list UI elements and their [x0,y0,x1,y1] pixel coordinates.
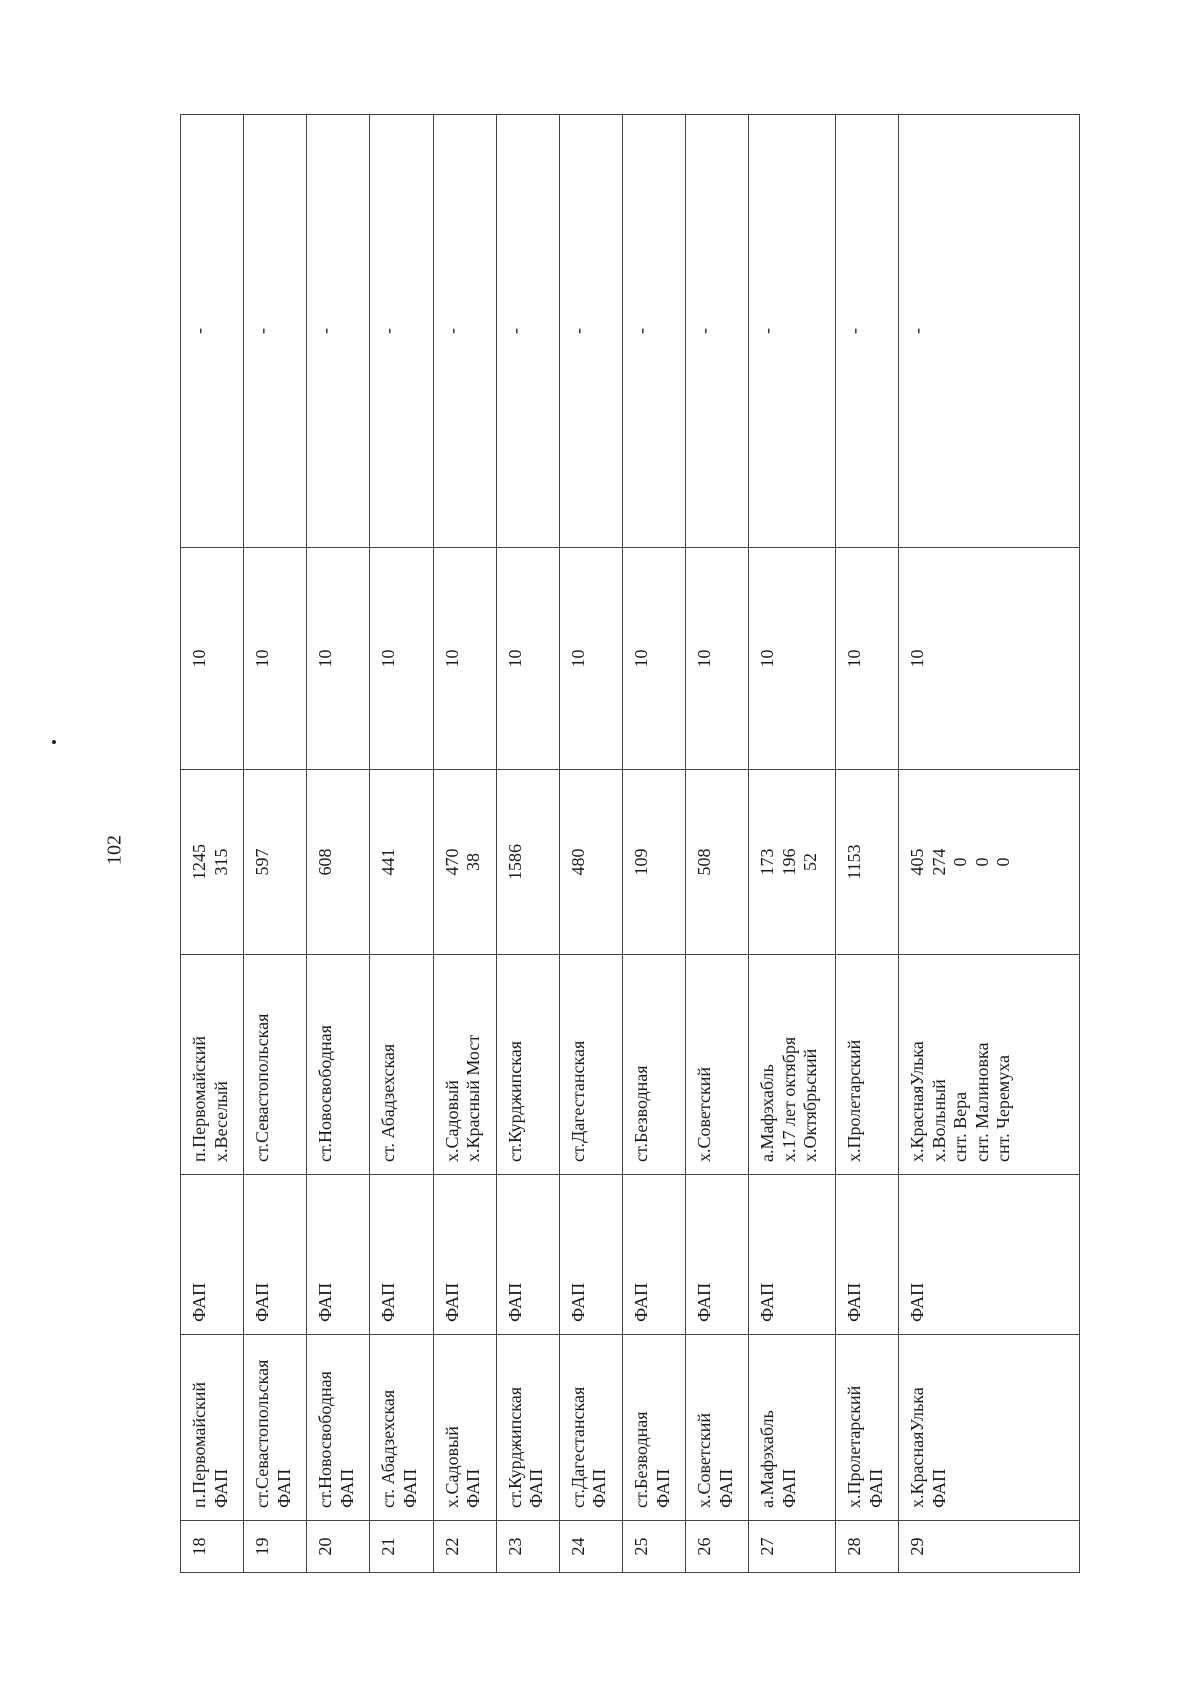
note-cell: - [496,115,559,548]
facility-name-cell [244,1335,307,1521]
cell-line: х.Пролетарский [843,1385,864,1508]
facility-name-cell [496,1335,559,1521]
cell-line: х.КраснаяУлька [907,1041,928,1162]
cell-line: ст.Безводная [630,1411,651,1508]
cell-line: х.КраснаяУлька [907,1387,928,1508]
cell-line: 173 [757,848,778,876]
cell-line: 480 [567,848,588,876]
cell-line: снт. Малиновка [971,1042,992,1162]
cell-line: а.Мафэхабль [757,1064,778,1162]
facility-name-cell [899,1335,1080,1521]
table-row [559,115,622,1573]
population-cell [686,770,749,955]
row-number-cell: 18 [181,1521,244,1573]
table-row [244,115,307,1573]
facility-name-cell [835,1335,898,1521]
table-row [181,115,244,1573]
page-number: 102 [103,835,126,865]
row-number-cell: 23 [496,1521,559,1573]
cell-line: ФАП [210,1468,231,1508]
facility-type-cell: ФАП [496,1175,559,1335]
cell-line: п.Первомайский [189,1035,209,1162]
facility-type-cell: ФАП [686,1175,749,1335]
population-cell [899,770,1080,955]
row-number-cell: 28 [835,1521,898,1573]
table-row [749,115,836,1573]
cell-line: х.Вольный [928,1079,949,1162]
cell-line: х.Октябрьский [800,1048,821,1162]
cell-line: ФАП [928,1468,949,1508]
note-cell: - [559,115,622,548]
cell-line: 1245 [189,844,209,880]
population-cell [835,770,898,955]
settlements-cell [686,955,749,1175]
table-container [180,115,1080,1573]
scan-speck [52,740,56,744]
note-cell: - [899,115,1080,548]
cell-line: ФАП [526,1468,547,1508]
row-number-cell: 27 [749,1521,836,1573]
facility-type-cell: ФАП [749,1175,836,1335]
settlements-cell [244,955,307,1175]
cell-line: ст.Новосвободная [315,1371,336,1508]
facility-name-cell [181,1335,244,1521]
cell-line: 315 [210,848,231,876]
settlements-cell [559,955,622,1175]
cell-line: ФАП [778,1468,799,1508]
cell-line: снт. Вера [950,1091,971,1162]
facility-name-cell [749,1335,836,1521]
cell-line: х.Советский [694,1067,715,1162]
cell-line: 608 [315,848,336,876]
note-cell: - [622,115,685,548]
note-cell: - [244,115,307,548]
row-number-cell: 21 [370,1521,433,1573]
cell-line: ст. Абадзехская [378,1043,399,1162]
cell-line: х.Веселый [210,1081,231,1162]
cell-line: ФАП [865,1468,886,1508]
population-cell [181,770,244,955]
cell-line: х.17 лет октября [778,1036,799,1162]
cell-line: х.Красный Мост [463,1034,484,1162]
row-number-cell: 24 [559,1521,622,1573]
facility-name-cell [686,1335,749,1521]
row-number-cell: 25 [622,1521,685,1573]
cell-line: х.Советский [694,1413,715,1508]
facility-type-cell: ФАП [622,1175,685,1335]
cell-line: 274 [928,848,949,876]
cell-line: ст.Севастопольская [252,1359,273,1508]
facility-name-cell [307,1335,370,1521]
cell-line: 405 [907,848,928,876]
population-cell [370,770,433,955]
cell-line: ст.Курджипская [504,1386,525,1508]
cell-line: ФАП [463,1468,484,1508]
cell-line: ФАП [715,1468,736,1508]
value-cell: 10 [244,548,307,770]
cell-line: ст.Дагестанская [567,1386,588,1508]
row-number-cell: 20 [307,1521,370,1573]
facility-name-cell [370,1335,433,1521]
note-cell: - [307,115,370,548]
settlements-cell [749,955,836,1175]
settlements-cell [899,955,1080,1175]
note-cell: - [686,115,749,548]
facility-name-cell [622,1335,685,1521]
population-cell [433,770,496,955]
row-number-cell: 26 [686,1521,749,1573]
population-cell [244,770,307,955]
note-cell: - [835,115,898,548]
settlements-cell [496,955,559,1175]
cell-line: ФАП [273,1468,294,1508]
row-number-cell: 19 [244,1521,307,1573]
cell-line: 508 [694,848,715,876]
value-cell: 10 [559,548,622,770]
value-cell: 10 [370,548,433,770]
settlements-cell [433,955,496,1175]
value-cell: 10 [622,548,685,770]
settlements-cell [307,955,370,1175]
table-row [307,115,370,1573]
cell-line: 196 [778,848,799,876]
table-row [835,115,898,1573]
cell-line: 597 [252,848,273,876]
facility-type-cell: ФАП [433,1175,496,1335]
facility-type-cell: ФАП [181,1175,244,1335]
cell-line: 109 [630,848,651,876]
cell-line: х.Пролетарский [843,1039,864,1162]
cell-line: ФАП [336,1468,357,1508]
facility-name-cell [559,1335,622,1521]
cell-line: ст.Безводная [630,1065,651,1162]
settlements-cell [622,955,685,1175]
cell-line: 52 [800,853,821,871]
population-cell [559,770,622,955]
cell-line: ст.Дагестанская [567,1040,588,1162]
note-cell: - [433,115,496,548]
cell-line: ФАП [652,1468,673,1508]
cell-line: а.Мафэхабль [757,1410,778,1508]
note-cell: - [749,115,836,548]
facility-type-cell: ФАП [899,1175,1080,1335]
note-cell: - [181,115,244,548]
facility-type-cell: ФАП [244,1175,307,1335]
table-row [496,115,559,1573]
cell-line: ст.Курджипская [504,1040,525,1162]
cell-line: ст.Новосвободная [315,1025,336,1162]
facility-type-cell: ФАП [559,1175,622,1335]
cell-line: 441 [378,848,399,876]
value-cell: 10 [433,548,496,770]
facility-type-cell: ФАП [307,1175,370,1335]
cell-line: х.Садовый [441,1426,462,1508]
row-number-cell: 29 [899,1521,1080,1573]
table-row [899,115,1080,1573]
value-cell: 10 [181,548,244,770]
table-row [622,115,685,1573]
cell-line: 38 [463,853,484,871]
cell-line: п.Первомайский [189,1381,209,1508]
cell-line: 0 [971,857,992,867]
cell-line: 0 [993,857,1014,867]
settlements-cell [370,955,433,1175]
value-cell: 10 [835,548,898,770]
table-row [686,115,749,1573]
settlements-cell [835,955,898,1175]
table-body [181,115,1080,1573]
cell-line: ст.Севастопольская [252,1013,273,1162]
value-cell: 10 [899,548,1080,770]
cell-line: снт. Черемуха [993,1055,1014,1162]
value-cell: 10 [749,548,836,770]
note-cell: - [370,115,433,548]
cell-line: ФАП [589,1468,610,1508]
cell-line: 0 [950,857,971,867]
cell-line: х.Садовый [441,1080,462,1162]
cell-line: 470 [441,848,462,876]
settlements-cell [181,955,244,1175]
population-cell [749,770,836,955]
table-row [370,115,433,1573]
table-row [433,115,496,1573]
population-cell [307,770,370,955]
population-cell [496,770,559,955]
fap-table [180,114,1080,1573]
value-cell: 10 [686,548,749,770]
cell-line: 1586 [504,844,525,880]
cell-line: ст. Абадзехская [378,1389,399,1508]
facility-type-cell: ФАП [370,1175,433,1335]
facility-type-cell: ФАП [835,1175,898,1335]
value-cell: 10 [496,548,559,770]
cell-line: 1153 [843,844,864,880]
value-cell: 10 [307,548,370,770]
cell-line: ФАП [400,1468,421,1508]
facility-name-cell [433,1335,496,1521]
population-cell [622,770,685,955]
row-number-cell: 22 [433,1521,496,1573]
